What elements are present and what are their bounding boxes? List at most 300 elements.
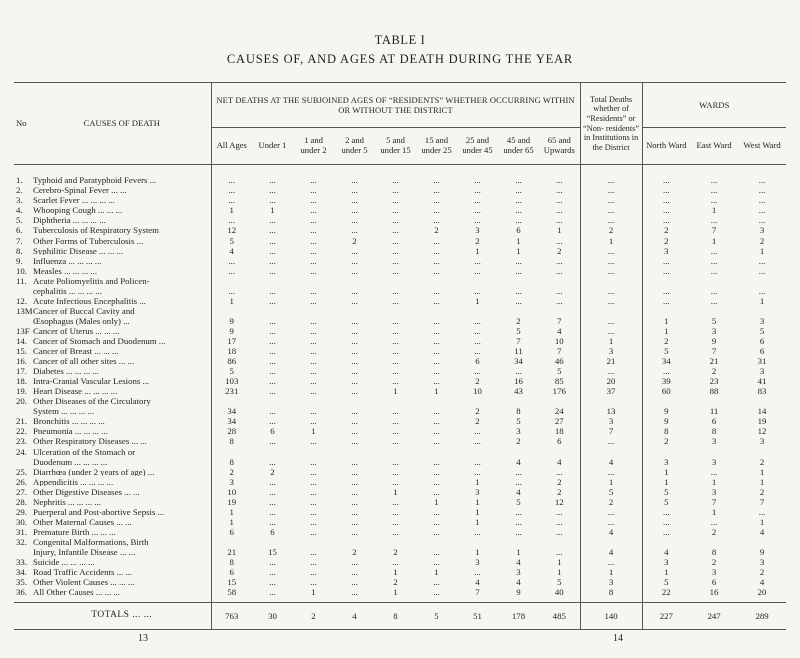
table-row — [14, 255, 786, 265]
cause-label: Heart Disease ... ... ... ... — [33, 386, 211, 396]
cell-value: 1 — [711, 235, 717, 246]
cell-value: 1 — [759, 476, 765, 487]
cell-value — [457, 306, 498, 316]
cell-value — [416, 396, 457, 406]
cell-value: 3 — [475, 225, 480, 236]
cell-value — [293, 537, 334, 547]
cause-label: Acute Poliomyelitis and Policen- — [33, 275, 211, 285]
cell-value: 8 — [664, 426, 669, 437]
row-number: 26. — [16, 476, 27, 487]
cell-value: 37 — [580, 386, 642, 396]
cell-value: 1 — [393, 587, 398, 598]
cell-value: ... — [433, 185, 440, 196]
cell-value — [211, 537, 252, 547]
cell-value: 46 — [539, 356, 580, 366]
cell-value: ... — [392, 185, 399, 196]
cell-value: 34 — [661, 356, 671, 367]
cause-label: Typhoid and Paratyphoid Fevers ... — [33, 165, 211, 186]
cell-value: 1 — [311, 426, 316, 437]
cause-label: Bronchitis ... ... ... ... — [33, 416, 211, 426]
cell-value — [642, 537, 690, 547]
cell-value: ... — [310, 546, 317, 557]
cell-value: ... — [433, 406, 440, 417]
cell-value: 28 — [227, 426, 237, 437]
cell-value: 1 — [475, 245, 480, 256]
cell-value — [580, 306, 642, 316]
cell-value: 4 — [539, 326, 580, 336]
cell-value: 8 — [711, 546, 717, 557]
cell-value: 9 — [516, 587, 521, 598]
cell-value: 8 — [580, 587, 642, 597]
cell-value — [252, 396, 293, 406]
header-age-1: Under 1 — [252, 128, 293, 165]
cell-value: ... — [474, 215, 481, 226]
cell-value: 1 — [580, 567, 642, 577]
cell-value — [642, 446, 690, 456]
cell-value: ... — [758, 205, 766, 216]
cell-value: ... — [392, 516, 399, 527]
cell-value: 2 — [393, 577, 398, 588]
cell-value: ... — [269, 376, 276, 387]
cell-value: 4 — [759, 577, 765, 588]
cell-value: ... — [663, 265, 670, 276]
cell-value: ... — [539, 296, 580, 306]
cause-label: Syphilitic Disease ... ... ... — [33, 245, 211, 255]
cell-value: ... — [351, 195, 358, 206]
cell-value: ... — [310, 466, 317, 477]
header-age-4: 5 and under 15 — [375, 128, 416, 165]
cell-value: 4 — [539, 456, 580, 466]
row-number: 18. — [16, 376, 27, 387]
row-number: 4. — [16, 205, 23, 216]
cell-value: ... — [392, 195, 399, 206]
cell-value — [334, 306, 375, 316]
row-number: 14. — [16, 336, 27, 346]
row-number — [14, 316, 33, 326]
cell-value: 5 — [711, 315, 717, 326]
row-number: 9. — [16, 255, 23, 266]
cell-value: ... — [269, 557, 276, 568]
cell-value: ... — [392, 466, 399, 477]
table-row — [14, 376, 786, 386]
cell-value: 1 — [475, 295, 480, 306]
cell-value: ... — [392, 496, 399, 507]
cell-value: ... — [433, 416, 440, 427]
cell-value: 10 — [539, 336, 580, 346]
cell-value: 1 — [580, 336, 642, 346]
cell-value: 103 — [225, 376, 239, 387]
cell-value: 58 — [227, 587, 237, 598]
cell-value: ... — [580, 255, 642, 265]
cell-value: 8 — [711, 426, 717, 437]
cell-value: 16 — [709, 587, 719, 598]
totals-value: 485 — [539, 602, 580, 629]
table-row — [14, 567, 786, 577]
cell-value: 1 — [393, 386, 398, 397]
cell-value: ... — [269, 225, 276, 236]
cell-value: ... — [663, 175, 670, 186]
row-number: 35. — [16, 577, 27, 588]
cell-value: ... — [392, 526, 399, 537]
cell-value: ... — [351, 587, 358, 598]
cell-value: 14 — [757, 406, 767, 417]
cell-value — [416, 537, 457, 547]
cell-value: ... — [474, 346, 481, 357]
cell-value: ... — [663, 255, 670, 266]
cell-value: ... — [539, 195, 580, 205]
cell-value: 10 — [473, 386, 482, 397]
cell-value: ... — [515, 285, 522, 296]
cell-value — [252, 446, 293, 456]
table-row — [14, 426, 786, 436]
cell-value: ... — [269, 185, 276, 196]
cell-value: ... — [228, 255, 236, 266]
cell-value: ... — [310, 416, 317, 427]
cell-value: ... — [269, 195, 276, 206]
cell-value — [580, 446, 642, 456]
cell-value — [416, 275, 457, 285]
cell-value: 34 — [514, 356, 523, 367]
table-row — [14, 386, 786, 396]
cell-value: 1 — [516, 245, 521, 256]
cell-value: 4 — [759, 526, 765, 537]
cell-value: 1 — [759, 516, 765, 527]
cell-value: 2 — [664, 235, 669, 246]
table-row — [14, 537, 786, 547]
row-number: 31. — [16, 526, 27, 537]
cell-value: 1 — [664, 466, 669, 477]
row-number: 13F — [16, 325, 30, 336]
cell-value: ... — [539, 255, 580, 265]
cell-value — [642, 275, 690, 285]
cell-value — [375, 306, 416, 316]
cell-value: 20 — [757, 587, 767, 598]
cell-value: ... — [474, 325, 481, 336]
cell-value: ... — [758, 506, 766, 517]
totals-value: 5 — [416, 602, 457, 629]
cell-value: ... — [269, 325, 276, 336]
table-row — [14, 517, 786, 527]
row-number: 32. — [16, 536, 27, 547]
cell-value: ... — [758, 265, 766, 276]
cell-value — [293, 396, 334, 406]
cell-value: ... — [269, 567, 276, 578]
cell-value: ... — [310, 265, 317, 276]
cell-value: 2 — [711, 526, 717, 537]
row-number — [14, 547, 33, 557]
cell-value: 1 — [475, 476, 480, 487]
cell-value: 5 — [664, 496, 669, 507]
cell-value: ... — [663, 285, 670, 296]
cell-value: ... — [474, 185, 481, 196]
cell-value: ... — [710, 265, 718, 276]
cell-value: ... — [433, 215, 440, 226]
cell-value: 3 — [475, 486, 480, 497]
cell-value: ... — [580, 366, 642, 376]
cell-value: ... — [663, 295, 670, 306]
cell-value: ... — [269, 516, 276, 527]
cell-value: ... — [310, 336, 317, 346]
totals-value: 227 — [642, 602, 690, 629]
row-number: 16. — [16, 356, 27, 367]
cell-value: ... — [351, 577, 358, 588]
cell-value: 2 — [711, 557, 717, 568]
cell-value: 3 — [759, 366, 765, 377]
cell-value: ... — [310, 577, 317, 588]
cell-value: 5 — [664, 486, 669, 497]
cell-value — [416, 446, 457, 456]
cell-value: 3 — [664, 456, 669, 467]
cell-value: 34 — [227, 416, 237, 427]
cell-value — [211, 396, 252, 406]
cell-value: ... — [433, 205, 440, 216]
cause-label: Whooping Cough ... ... ... — [33, 205, 211, 215]
header-age-0: All Ages — [211, 128, 252, 165]
cell-value: ... — [663, 506, 670, 517]
cell-value — [498, 275, 539, 285]
cell-value: ... — [310, 255, 317, 266]
header-wards: WARDS — [642, 83, 786, 128]
cell-value: 3 — [759, 315, 765, 326]
cell-value — [738, 306, 786, 316]
cell-value: ... — [710, 195, 718, 206]
cell-value: ... — [515, 185, 522, 196]
cell-value: ... — [269, 496, 276, 507]
cell-value: 3 — [516, 567, 521, 578]
page-number-left: 13 — [138, 633, 148, 644]
cell-value: ... — [269, 315, 276, 326]
cell-value: 1 — [539, 225, 580, 235]
row-number: 10. — [16, 265, 27, 276]
cell-value: 39 — [661, 376, 671, 387]
cell-value: 88 — [709, 386, 719, 397]
row-number — [14, 406, 33, 416]
cell-value: ... — [580, 245, 642, 255]
table-row — [14, 286, 786, 296]
cause-label: Other Violent Causes ... ... ... — [33, 577, 211, 587]
cell-value: ... — [392, 285, 399, 296]
cell-value: ... — [351, 386, 358, 397]
cell-value: 6 — [516, 225, 521, 236]
cell-value: ... — [351, 476, 358, 487]
cell-value: 1 — [580, 235, 642, 245]
totals-value: 247 — [690, 602, 738, 629]
cell-value: 19 — [757, 416, 767, 427]
header-ward-0: North Ward — [642, 128, 690, 165]
cell-value: ... — [580, 517, 642, 527]
cell-value: 1 — [711, 205, 717, 216]
cell-value: 9 — [664, 406, 669, 417]
row-number: 2. — [16, 185, 23, 196]
row-number: 21. — [16, 416, 27, 427]
row-number: 29. — [16, 506, 27, 517]
header-institutions: Total Deaths whether of “Residents” or “Non- residents” in Institutions in the District — [580, 83, 642, 165]
cell-value: ... — [351, 285, 358, 296]
cell-value: 83 — [757, 386, 767, 397]
table-row — [14, 326, 786, 336]
table-row — [14, 547, 786, 557]
cause-label: Cancer of Uterus ... ... ... — [33, 326, 211, 336]
cell-value: ... — [269, 436, 276, 447]
cell-value: 5 — [664, 577, 669, 588]
cell-value: 3 — [516, 426, 521, 437]
cell-value — [416, 306, 457, 316]
cell-value: 231 — [225, 386, 239, 397]
cell-value: ... — [663, 215, 670, 226]
cell-value: ... — [539, 527, 580, 537]
cell-value: 2 — [539, 245, 580, 255]
cell-value — [690, 537, 738, 547]
cell-value: ... — [269, 366, 276, 377]
cell-value: ... — [710, 466, 718, 477]
cell-value: 1 — [539, 567, 580, 577]
cell-value: 1 — [229, 295, 234, 306]
cell-value — [738, 446, 786, 456]
cell-value: 10 — [227, 486, 237, 497]
cause-label: Cerebro-Spinal Fever ... ... — [33, 185, 211, 195]
cell-value: ... — [228, 285, 236, 296]
row-number: 7. — [16, 235, 23, 246]
cell-value: 2 — [516, 436, 521, 447]
cell-value: ... — [580, 185, 642, 195]
cell-value: ... — [580, 507, 642, 517]
totals-value: 8 — [375, 602, 416, 629]
cause-label: Acute Infectious Encephalitis ... — [33, 296, 211, 306]
cell-value: 3 — [711, 567, 717, 578]
cell-value: ... — [392, 205, 399, 216]
cell-value: 2 — [393, 546, 398, 557]
cell-value: ... — [392, 356, 399, 367]
cell-value: 3 — [580, 346, 642, 356]
cell-value: 2 — [352, 235, 357, 246]
cell-value: 1 — [711, 476, 717, 487]
cell-value — [738, 396, 786, 406]
cause-label: Cancer of Stomach and Duodenum ... — [33, 336, 211, 346]
cell-value: ... — [433, 506, 440, 517]
cell-value: 2 — [759, 486, 765, 497]
cell-value: ... — [269, 506, 276, 517]
cell-value: ... — [269, 336, 276, 346]
totals-value: 763 — [211, 602, 252, 629]
table-row — [14, 416, 786, 426]
cell-value: ... — [392, 406, 399, 417]
table-row — [14, 316, 786, 326]
cell-value: 1 — [434, 496, 439, 507]
cell-value: ... — [351, 516, 358, 527]
cell-value: ... — [433, 587, 440, 598]
table-subtitle: CAUSES OF, AND AGES AT DEATH DURING THE YEAR — [226, 52, 574, 66]
cause-label: Other Diseases of the Circulatory — [33, 396, 211, 406]
cell-value: ... — [310, 567, 317, 578]
cell-value: 9 — [711, 336, 717, 346]
table-row — [14, 205, 786, 215]
cell-value: ... — [474, 205, 481, 216]
header-no: No — [14, 83, 33, 165]
table-title: TABLE I — [374, 33, 426, 47]
table-row — [14, 406, 786, 416]
cell-value: ... — [663, 205, 670, 216]
row-number: 8. — [16, 245, 23, 256]
cell-value — [211, 306, 252, 316]
cell-value: ... — [392, 436, 399, 447]
cell-value: 8 — [229, 456, 234, 467]
cell-value: 18 — [539, 426, 580, 436]
cell-value: 4 — [580, 547, 642, 557]
cell-value: 41 — [757, 376, 767, 387]
deaths-table — [14, 82, 786, 630]
cell-value — [539, 275, 580, 285]
cell-value: ... — [310, 406, 317, 417]
cell-value: ... — [392, 366, 399, 377]
cell-value: ... — [228, 175, 236, 186]
cell-value: 5 — [229, 366, 234, 377]
totals-value: 178 — [498, 602, 539, 629]
cell-value: ... — [310, 225, 317, 236]
cell-value: ... — [392, 426, 399, 437]
page-number-right: 14 — [613, 633, 623, 644]
row-number: 12. — [16, 295, 27, 306]
cell-value: ... — [351, 466, 358, 477]
cell-value: ... — [433, 376, 440, 387]
cell-value: ... — [710, 295, 718, 306]
cell-value: ... — [351, 456, 358, 467]
cell-value — [498, 446, 539, 456]
cell-value: ... — [580, 165, 642, 186]
cause-label: Cancer of Breast ... ... ... — [33, 346, 211, 356]
cell-value: 22 — [661, 587, 671, 598]
cell-value: ... — [474, 436, 481, 447]
cause-label: Appendicitis ... ... ... ... — [33, 476, 211, 486]
cell-value: 1 — [434, 567, 439, 578]
cell-value: 17 — [227, 336, 237, 346]
cell-value: ... — [539, 215, 580, 225]
totals-label: TOTALS ... ... — [33, 602, 211, 629]
cause-label: Other Digestive Diseases ... ... — [33, 486, 211, 496]
cell-value: 3 — [580, 577, 642, 587]
cell-value: ... — [663, 185, 670, 196]
cell-value: ... — [392, 235, 399, 246]
cell-value: ... — [392, 215, 399, 226]
cell-value: ... — [710, 285, 718, 296]
cell-value: 3 — [759, 557, 765, 568]
cell-value: 34 — [227, 406, 237, 417]
cell-value: ... — [433, 456, 440, 467]
cell-value: 2 — [759, 235, 765, 246]
cell-value: ... — [580, 286, 642, 296]
table-row — [14, 336, 786, 346]
cell-value: ... — [474, 315, 481, 326]
cell-value — [539, 306, 580, 316]
row-number: 23. — [16, 436, 27, 447]
cell-value: ... — [392, 225, 399, 236]
cell-value: ... — [310, 185, 317, 196]
cell-value: ... — [433, 426, 440, 437]
cell-value: 2 — [664, 225, 669, 236]
cell-value: ... — [228, 185, 236, 196]
cell-value: 4 — [516, 577, 521, 588]
table-row — [14, 185, 786, 195]
cell-value: ... — [351, 486, 358, 497]
table-row — [14, 215, 786, 225]
cell-value: ... — [310, 496, 317, 507]
cell-value: ... — [269, 255, 276, 266]
cell-value: ... — [392, 557, 399, 568]
cell-value: ... — [310, 285, 317, 296]
cell-value: ... — [474, 255, 481, 266]
cell-value: ... — [351, 265, 358, 276]
totals-value: 4 — [334, 602, 375, 629]
cell-value: ... — [269, 295, 276, 306]
